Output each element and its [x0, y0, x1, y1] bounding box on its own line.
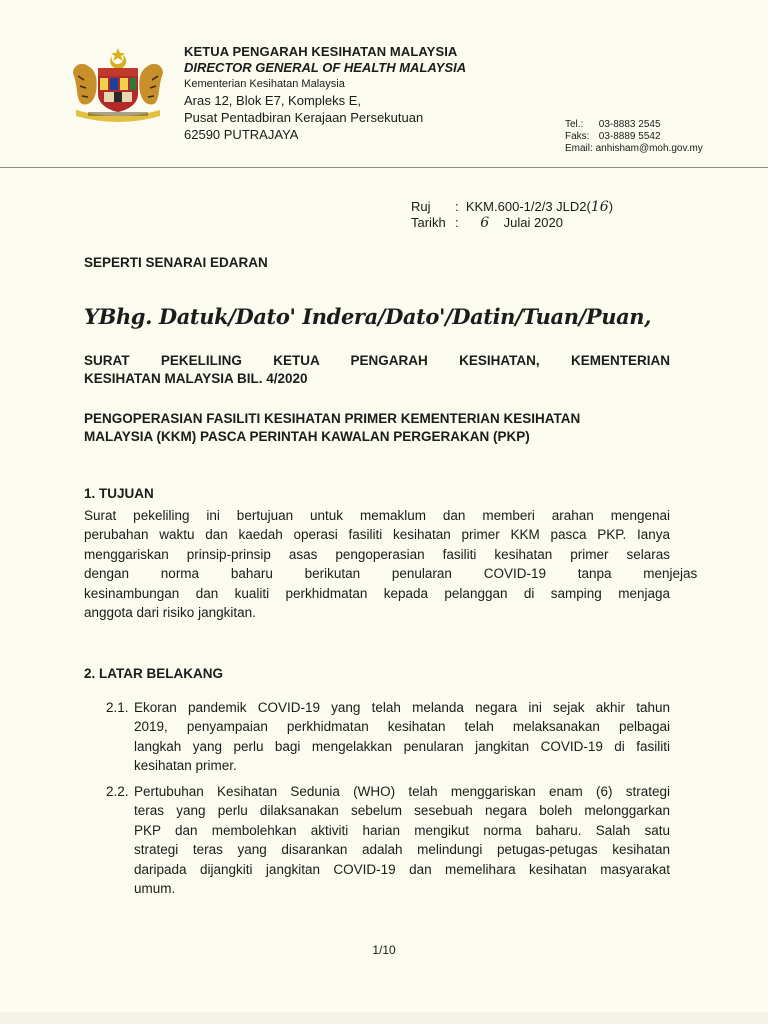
paragraph-line: kesihatan primer. [134, 758, 237, 774]
ruj-label: Ruj [411, 199, 431, 214]
date-value: Julai 2020 [503, 215, 563, 230]
paragraph-line: perubahan waktu dan kaedah operasi fasiliti kesihatan primer KKM pasca PKP. Ianya [84, 527, 670, 543]
email-link[interactable]: anhisham@moh.gov.my [595, 143, 703, 154]
date-label: Tarikh [411, 215, 446, 230]
list-item [106, 782, 670, 898]
date-handwritten-day: 6 [480, 215, 490, 231]
letterhead-title: KETUA PENGARAH KESIHATAN MALAYSIA [184, 44, 458, 59]
fax-value: 03-8889 5542 [598, 131, 661, 142]
paragraph-line: Pertubuhan Kesihatan Sedunia (WHO) telah menggariskan enam (6) strategi [134, 784, 670, 799]
tel-label: Tel.: [565, 119, 584, 130]
paragraph-line: Ekoran pandemik COVID-19 yang telah melanda negara ini sejak akhir tahun [134, 700, 670, 715]
paragraph-line: teras yang perlu dilaksanakan sebelum sesebuah negara boleh melonggarkan [134, 803, 670, 819]
circular-title-line: SURAT PEKELILING KETUA PENGARAH KESIHATAN, KEMENTERIAN [84, 353, 670, 368]
paragraph-line: PKP dan membolehkan aktiviti harian mengikut norma baharu. Salah satu [134, 822, 670, 838]
ruj-value-suffix: ) [608, 199, 614, 214]
reference-block: Ruj : KKM.600-1/2/3 JLD2(16) Tarikh : 6 Julai 2020 [411, 199, 614, 231]
section-heading-tujuan: 1. TUJUAN [84, 486, 154, 501]
subject-title-line: PENGOPERASIAN FASILITI KESIHATAN PRIMER KEMENTERIAN KESIHATAN [84, 411, 581, 426]
paragraph-line: dengan norma baharu berikutan penularan COVID-19 tanpa menjejas [84, 566, 698, 582]
paragraph-line: langkah yang perlu bagi mengelakkan penularan jangkitan COVID-19 di fasiliti [134, 738, 670, 754]
handwritten-salutation: YBhg. Datuk/Dato' Indera/Dato'/Datin/Tuan/Puan, [84, 304, 652, 329]
letterhead-address-line: 62590 PUTRAJAYA [184, 127, 299, 142]
paragraph-line: daripada dijangkiti jangkitan COVID-19 dan memelihara kesihatan masyarakat [134, 861, 670, 877]
page-number: 1/10 [372, 943, 396, 957]
fax-label: Faks: [565, 131, 590, 142]
paragraph-line: Surat pekeliling ini bertujuan untuk memaklum dan memberi arahan mengenai [84, 508, 670, 523]
subject-title [84, 410, 670, 446]
ruj-handwritten-number: 16 [590, 199, 609, 215]
letterhead [184, 44, 466, 143]
paragraph-line: umum. [134, 881, 176, 897]
tel-value: 03-8883 2545 [598, 119, 661, 130]
paragraph-line: kesinambungan dan kualiti perkhidmatan kepada pelanggan di samping menjaga [84, 585, 670, 601]
letterhead-address-line: Aras 12, Blok E7, Kompleks E, [184, 93, 362, 108]
letterhead-department: Kementerian Kesihatan Malaysia [184, 78, 345, 90]
item-number: 2.1. [106, 700, 129, 715]
section-heading-latar-belakang: 2. LATAR BELAKANG [84, 666, 223, 681]
item-number: 2.2. [106, 784, 129, 799]
paragraph-line: anggota dari risiko jangkitan. [84, 605, 256, 621]
letterhead-divider [0, 167, 768, 168]
list-item [106, 698, 670, 776]
paragraph-line: menggariskan prinsip-prinsip asas pengoperasian fasiliti kesihatan primer selaras [84, 546, 670, 562]
letterhead-title-en: DIRECTOR GENERAL OF HEALTH MALAYSIA [184, 60, 467, 75]
recipient-line: SEPERTI SENARAI EDARAN [84, 255, 268, 270]
ruj-value: KKM.600-1/2/3 JLD2( [465, 199, 591, 214]
paragraph-line: 2019, penyampaian perkhidmatan kesihatan telah melaksanakan pelbagai [134, 719, 670, 735]
email-label: Email: [565, 143, 593, 154]
circular-title-line: KESIHATAN MALAYSIA BIL. 4/2020 [84, 371, 308, 386]
circular-title [84, 352, 670, 388]
paragraph-line: strategi teras yang disarankan adalah melindungi petugas-petugas kesihatan [134, 842, 670, 858]
section-paragraph-tujuan [84, 506, 698, 622]
subject-title-line: MALAYSIA (KKM) PASCA PERINTAH KAWALAN PERGERAKAN (PKP) [84, 429, 530, 444]
letterhead-address-line: Pusat Pentadbiran Kerajaan Persekutuan [184, 110, 424, 125]
letterhead-contact [565, 119, 703, 155]
page-bottom-edge [0, 1012, 768, 1024]
malaysia-coat-of-arms-icon [68, 46, 168, 124]
